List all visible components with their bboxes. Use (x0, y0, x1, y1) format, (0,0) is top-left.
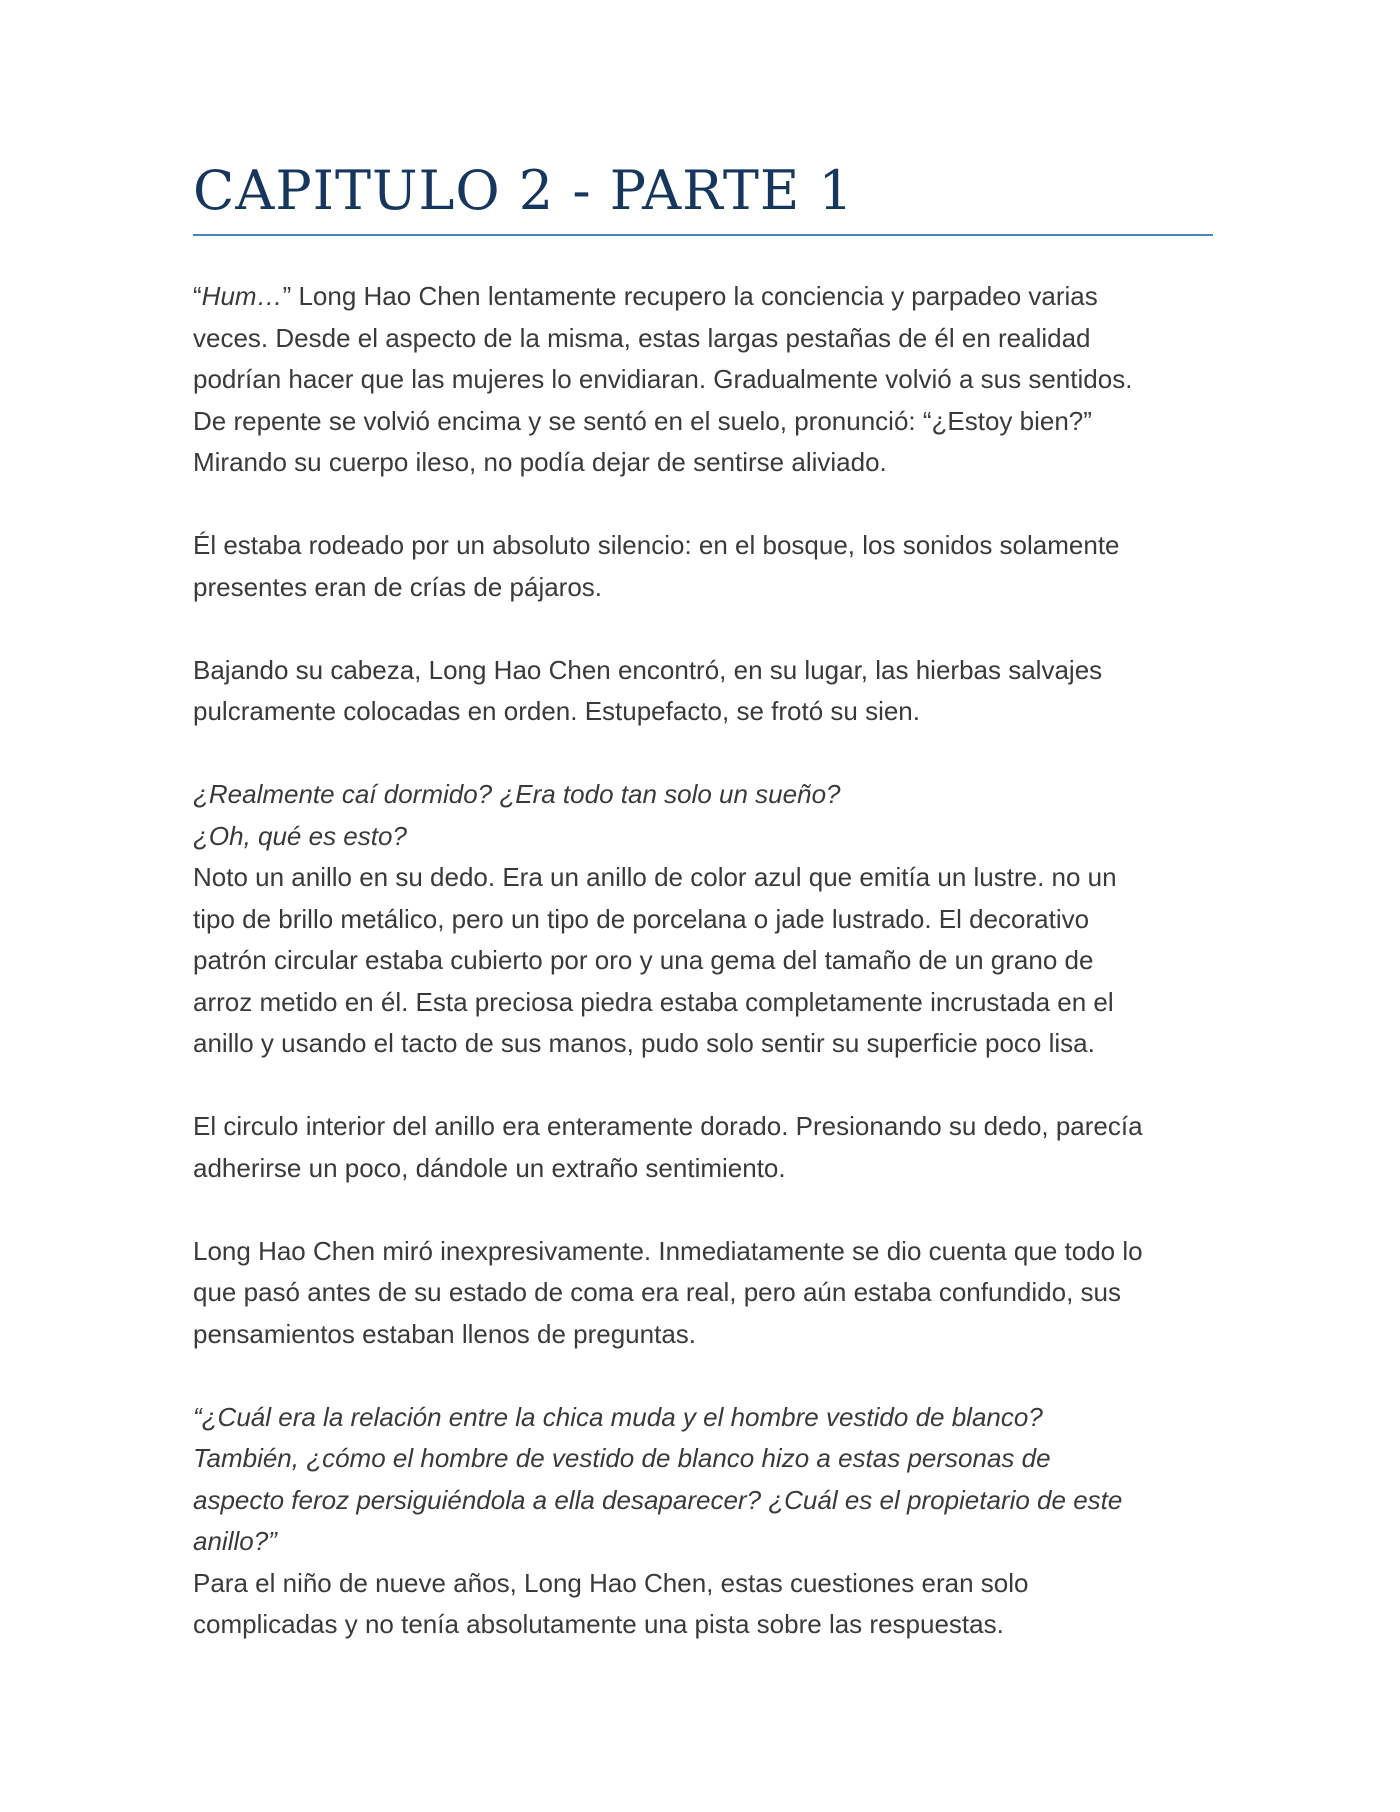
paragraph-3-line-1: Bajando su cabeza, Long Hao Chen encontró, en su lugar, las hierbas salvajes (193, 654, 1103, 685)
paragraph-4 (193, 774, 1213, 1065)
paragraph-6 (193, 1231, 1213, 1356)
paragraph-7 (193, 1397, 1213, 1646)
paragraph-3 (193, 650, 1213, 733)
title-underline (193, 234, 1213, 236)
hum-exclamation: Hum… (201, 281, 283, 312)
paragraph-5 (193, 1106, 1213, 1189)
paragraph-2 (193, 525, 1213, 608)
paragraph-4-line-2: tipo de brillo metálico, pero un tipo de porcelana o jade lustrado. El decorativo (193, 903, 1090, 934)
open-quote: “ (193, 281, 202, 312)
paragraph-5-line-2: adherirse un poco, dándole un extraño sentimiento. (193, 1152, 786, 1183)
paragraph-7-line-2: complicadas y no tenía absolutamente una pista sobre las respuestas. (193, 1609, 1004, 1640)
paragraph-7-line-1: Para el niño de nueve años, Long Hao Chen, estas cuestiones eran solo (193, 1567, 1029, 1598)
paragraph-6-line-1: Long Hao Chen miró inexpresivamente. Inmediatamente se dio cuenta que todo lo (193, 1235, 1143, 1266)
paragraph-1-line-4: De repente se volvió encima y se sentó en el suelo, pronunció: “¿Estoy bien?” (193, 405, 1092, 436)
paragraph-4-italic-2: ¿Oh, qué es esto? (193, 820, 407, 851)
paragraph-5-line-1: El circulo interior del anillo era enteramente dorado. Presionando su dedo, parecía (193, 1111, 1143, 1142)
paragraph-7-italic-4: anillo?” (193, 1526, 277, 1557)
paragraph-2-line-2: presentes eran de crías de pájaros. (193, 571, 603, 602)
paragraph-1-line-2: veces. Desde el aspecto de la misma, estas largas pestañas de él en realidad (193, 322, 1091, 353)
paragraph-1-line-3: podrían hacer que las mujeres lo envidiaran. Gradualmente volvió a sus sentidos. (193, 364, 1133, 395)
paragraph-4-line-4: arroz metido en él. Esta preciosa piedra estaba completamente incrustada en el (193, 986, 1114, 1017)
paragraph-6-line-2: que pasó antes de su estado de coma era real, pero aún estaba confundido, sus (193, 1277, 1121, 1308)
paragraph-1 (193, 276, 1213, 484)
paragraph-2-line-1: Él estaba rodeado por un absoluto silencio: en el bosque, los sonidos solamente (193, 530, 1120, 561)
document-body (193, 160, 1213, 1646)
paragraph-4-line-1: Noto un anillo en su dedo. Era un anillo de color azul que emitía un lustre. no un (193, 862, 1117, 893)
paragraph-4-italic-1: ¿Realmente caí dormido? ¿Era todo tan solo un sueño? (193, 779, 841, 810)
chapter-title: CAPITULO 2 - PARTE 1 (193, 159, 854, 222)
paragraph-4-line-3: patrón circular estaba cubierto por oro y una gema del tamaño de un grano de (193, 945, 1094, 976)
paragraph-7-italic-3: aspecto feroz persiguiéndola a ella desaparecer? ¿Cuál es el propietario de este (193, 1484, 1123, 1515)
paragraph-1-line-1-rest: ” Long Hao Chen lentamente recupero la conciencia y parpadeo varias (282, 281, 1098, 312)
paragraph-7-italic-2: También, ¿cómo el hombre de vestido de blanco hizo a estas personas de (193, 1443, 1051, 1474)
paragraph-1-line-5: Mirando su cuerpo ileso, no podía dejar de sentirse aliviado. (193, 447, 887, 478)
paragraph-4-line-5: anillo y usando el tacto de sus manos, pudo solo sentir su superficie poco lisa. (193, 1028, 1095, 1059)
paragraph-6-line-3: pensamientos estaban llenos de preguntas. (193, 1318, 697, 1349)
paragraph-7-italic-1: “¿Cuál era la relación entre la chica muda y el hombre vestido de blanco? (193, 1401, 1043, 1432)
paragraph-1-line-1 (193, 276, 1213, 318)
paragraph-3-line-2: pulcramente colocadas en orden. Estupefacto, se frotó su sien. (193, 696, 920, 727)
